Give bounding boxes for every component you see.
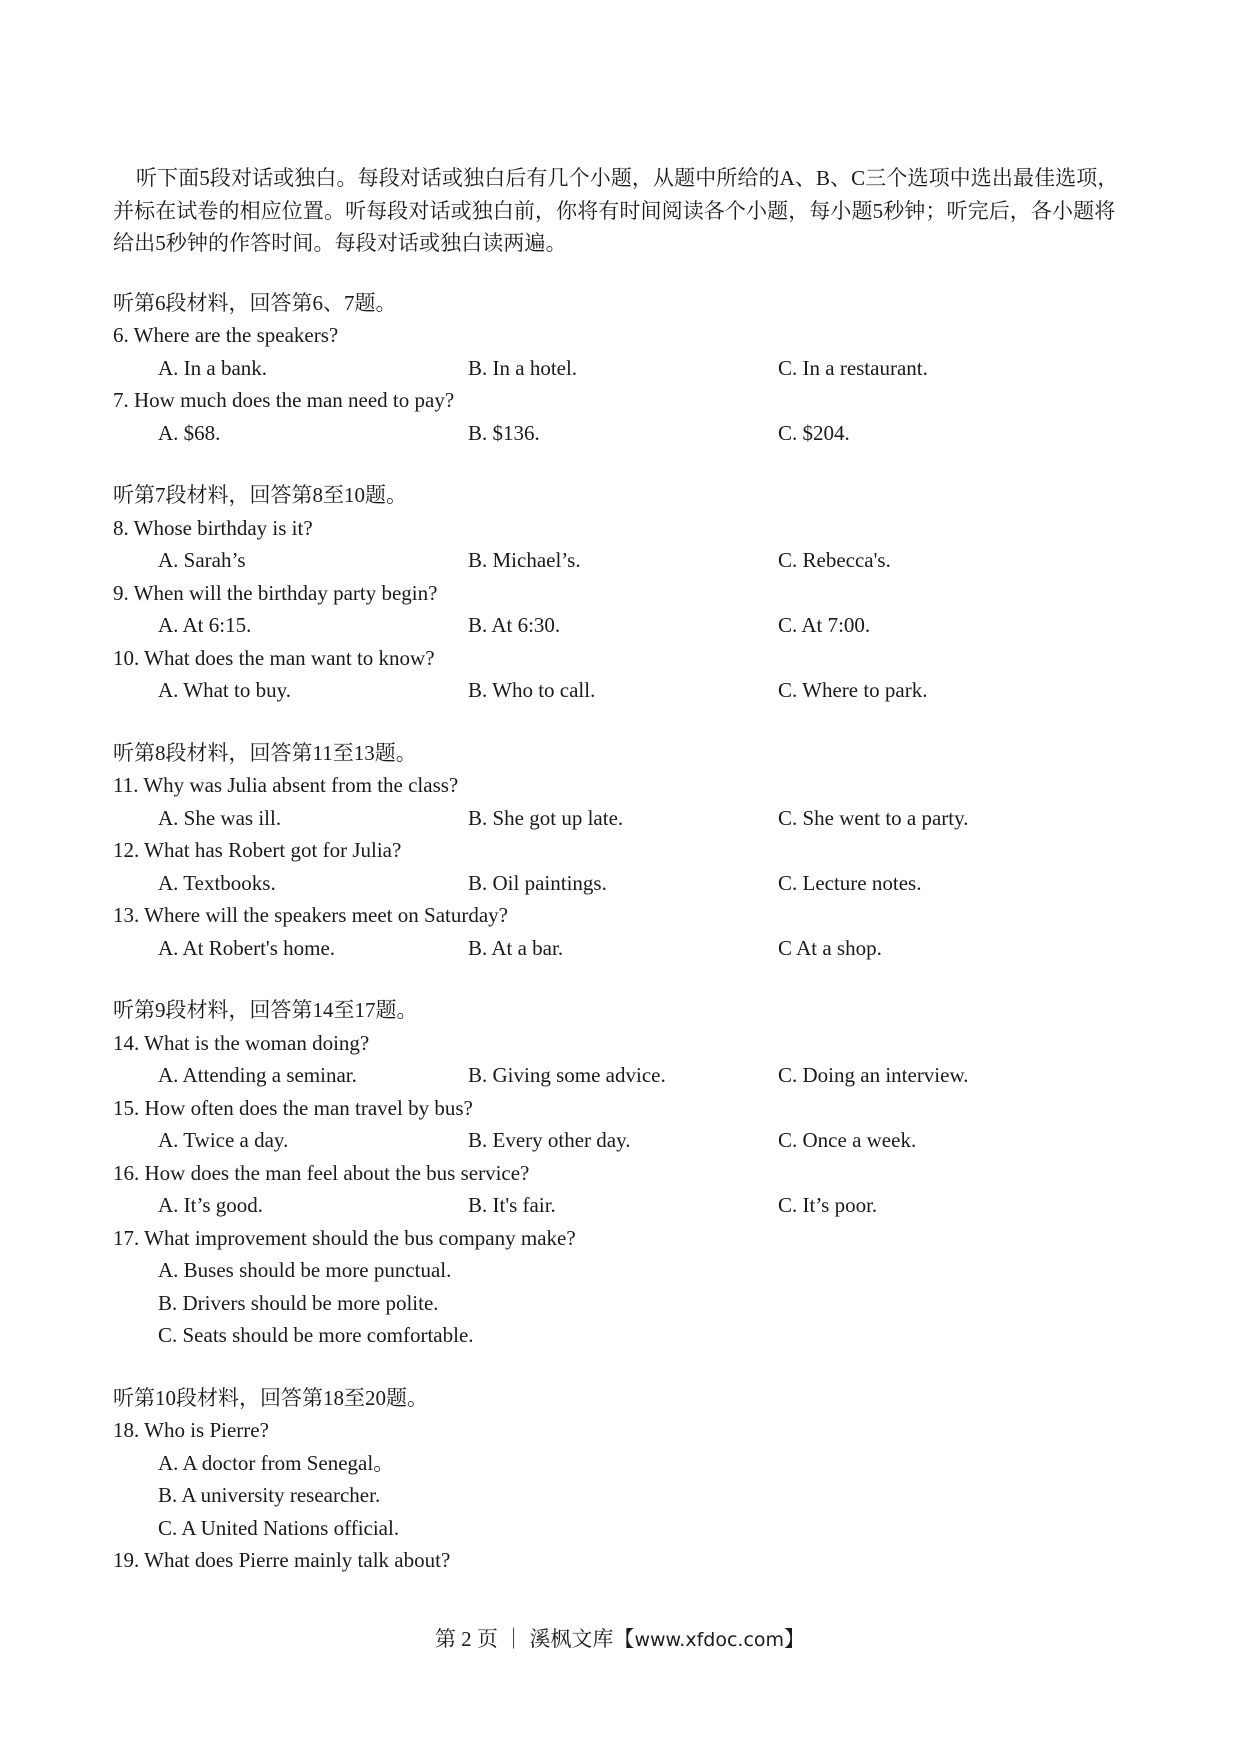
section-header: 听第7段材料，回答第8至10题。 [113, 483, 407, 507]
option-c: C. $204. [778, 420, 850, 445]
option-a: A. Textbooks. [158, 870, 276, 895]
question-9-stem: 9. When will the birthday party begin? [113, 580, 438, 605]
option-c: C. Rebecca's. [778, 548, 891, 572]
option-b: B. In a hotel. [468, 355, 578, 380]
option-c: C. In a restaurant. [778, 355, 928, 380]
question-13-stem: 13. Where will the speakers meet on Saturday? [113, 903, 508, 927]
option-c: C. A United Nations official. [158, 1515, 400, 1540]
option-b: B. At 6:30. [468, 613, 561, 637]
question-7-stem: 7. How much does the man need to pay? [113, 388, 455, 412]
question-11-stem: 11. Why was Julia absent from the class? [113, 773, 459, 797]
question-13-options [113, 932, 1133, 965]
option-b: B. Oil paintings. [468, 870, 607, 895]
section-7 [113, 479, 1133, 707]
option-c: C. Lecture notes. [778, 870, 922, 895]
option-b: B. Michael’s. [468, 548, 581, 572]
option-c: C. She went to a party. [778, 805, 969, 830]
option-a: A. Buses should be more punctual. [158, 1258, 452, 1282]
option-a: A. $68. [158, 420, 221, 445]
option-a: A. At Robert's home. [158, 935, 336, 960]
section-header: 听第8段材料，回答第11至13题。 [113, 740, 417, 765]
option-b: B. It's fair. [468, 1193, 556, 1217]
option-a: A. In a bank. [158, 355, 268, 380]
option-c: C. Seats should be more comfortable. [158, 1323, 474, 1347]
question-6-stem: 6. Where are the speakers? [113, 323, 339, 347]
option-a: A. Attending a seminar. [158, 1063, 357, 1087]
question-14-options [113, 1059, 1133, 1092]
question-14-stem: 14. What is the woman doing? [113, 1030, 370, 1055]
question-10-stem: 10. What does the man want to know? [113, 645, 435, 670]
question-16-stem: 16. How does the man feel about the bus service? [113, 1160, 530, 1185]
question-11-options [113, 802, 1133, 835]
option-c: C. It’s poor. [778, 1193, 878, 1217]
option-b: B. Who to call. [468, 678, 596, 702]
option-b: B. Every other day. [468, 1128, 631, 1152]
question-7-options [113, 417, 1133, 450]
question-8-stem: 8. Whose birthday is it? [113, 515, 313, 540]
option-a: A. Sarah’s [158, 548, 246, 572]
question-6-options [113, 352, 1133, 385]
question-19-stem: 19. What does Pierre mainly talk about? [113, 1548, 451, 1572]
site-url: www.xfdoc.com [634, 1629, 785, 1651]
option-c: C. Doing an interview. [778, 1063, 969, 1087]
question-9-options [113, 609, 1133, 642]
option-b: B. At a bar. [468, 935, 564, 960]
option-c: C. Once a week. [778, 1128, 917, 1152]
question-17-stem: 17. What improvement should the bus company make? [113, 1225, 576, 1250]
section-6 [113, 287, 1133, 450]
option-c: C At a shop. [778, 935, 882, 960]
option-a: A. At 6:15. [158, 613, 252, 637]
page-number: 第 2 页 ｜ [434, 1627, 525, 1651]
option-c: C. At 7:00. [778, 613, 871, 637]
question-8-options [113, 544, 1133, 577]
option-a: A. Twice a day. [158, 1128, 289, 1152]
option-b: B. Giving some advice. [468, 1063, 666, 1087]
option-b: B. She got up late. [468, 805, 624, 830]
option-b: B. Drivers should be more polite. [158, 1290, 439, 1315]
section-9 [113, 994, 1133, 1352]
question-15-options [113, 1124, 1133, 1157]
option-a: A. What to buy. [158, 678, 291, 702]
option-b: B. $136. [468, 420, 540, 445]
option-c: C. Where to park. [778, 678, 928, 702]
question-18-options [113, 1447, 1133, 1545]
section-header: 听第9段材料，回答第14至17题。 [113, 998, 418, 1022]
option-a: A. A doctor from Senegal。 [158, 1450, 395, 1475]
question-16-options [113, 1189, 1133, 1222]
question-15-stem: 15. How often does the man travel by bus? [113, 1095, 473, 1120]
option-a: A. She was ill. [158, 805, 282, 830]
listening-instructions: 听下面5段对话或独白。每段对话或独白后有几个小题，从题中所给的A、B、C三个选项中选出最佳选项，并标在试卷的相应位置。听每段对话或独白前，你将有时间阅读各个小题，每小题5秒钟；听完后，各小题将给出5秒钟的作答时间。每段对话或独白读两遍。 [113, 166, 1119, 255]
page-footer [0, 1624, 1240, 1655]
option-b: B. A university researcher. [158, 1483, 381, 1507]
option-a: A. It’s good. [158, 1193, 263, 1217]
question-12-options [113, 867, 1133, 900]
section-8 [113, 737, 1133, 965]
section-header: 听第10段材料，回答第18至20题。 [113, 1385, 428, 1410]
section-10 [113, 1382, 1133, 1577]
question-18-stem: 18. Who is Pierre? [113, 1418, 269, 1442]
bracket-close: 】 [784, 1627, 806, 1651]
question-17-options [113, 1254, 1133, 1352]
exam-page [113, 162, 1133, 1607]
section-header: 听第6段材料，回答第6、7题。 [113, 290, 397, 315]
site-name: 溪枫文库【 [529, 1627, 635, 1651]
question-10-options [113, 674, 1133, 707]
question-12-stem: 12. What has Robert got for Julia? [113, 838, 402, 862]
